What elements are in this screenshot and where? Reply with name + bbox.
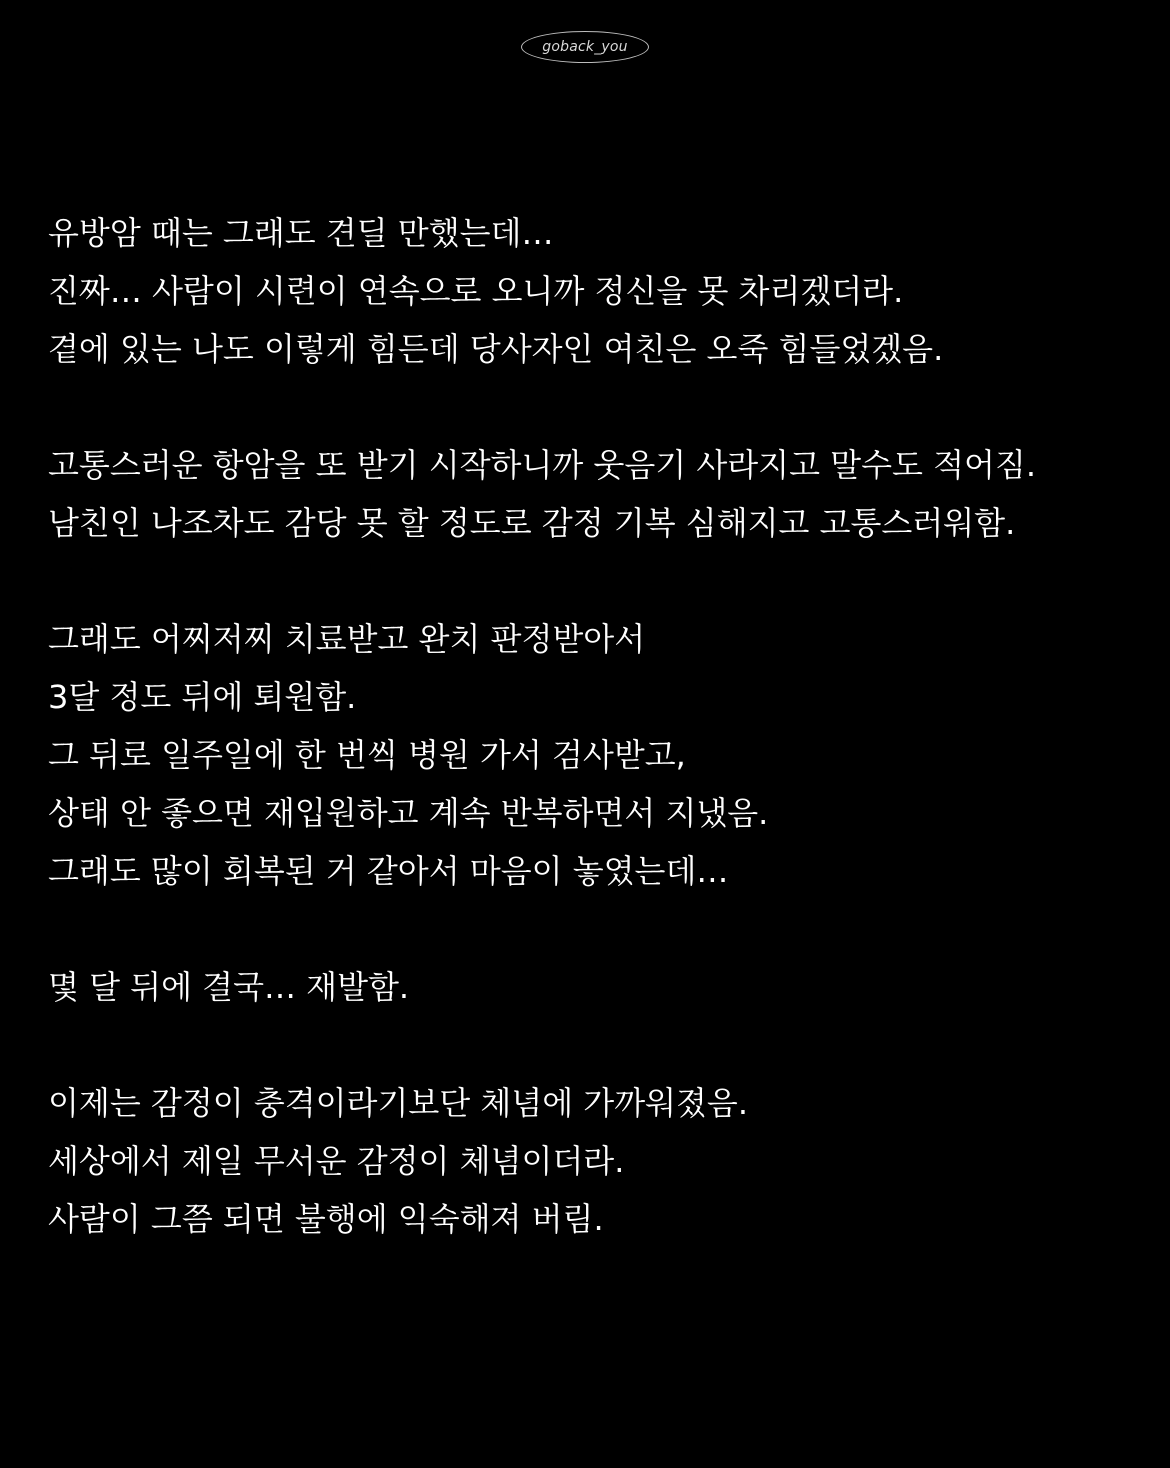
text-line: 세상에서 제일 무서운 감정이 체념이더라. — [48, 1142, 625, 1180]
text-line: 남친인 나조차도 감당 못 할 정도로 감정 기복 심해지고 고통스러워함. — [48, 504, 1016, 542]
text-line: 그래도 어찌저찌 치료받고 완치 판정받아서 — [48, 620, 646, 658]
paragraph-spacer — [48, 1016, 1158, 1074]
paragraph-spacer — [48, 378, 1158, 436]
text-line: 이제는 감정이 충격이라기보단 체념에 가까워졌음. — [48, 1084, 749, 1122]
text-line: 3달 정도 뒤에 퇴원함. — [48, 678, 357, 716]
story-text — [48, 204, 1158, 1248]
paragraph-spacer — [48, 552, 1158, 610]
text-line: 그 뒤로 일주일에 한 번씩 병원 가서 검사받고, — [48, 736, 686, 774]
text-line: 몇 달 뒤에 결국… 재발함. — [48, 968, 410, 1006]
paragraph-spacer — [48, 900, 1158, 958]
text-line: 곁에 있는 나도 이렇게 힘든데 당사자인 여친은 오죽 힘들었겠음. — [48, 330, 944, 368]
text-line: 상태 안 좋으면 재입원하고 계속 반복하면서 지냈음. — [48, 794, 769, 832]
text-line: 그래도 많이 회복된 거 같아서 마음이 놓였는데… — [48, 852, 729, 890]
text-line: 진짜… 사람이 시련이 연속으로 오니까 정신을 못 차리겠더라. — [48, 272, 904, 310]
watermark-badge: goback_you — [521, 31, 649, 63]
text-line: 유방암 때는 그래도 견딜 만했는데… — [48, 214, 554, 252]
text-line: 고통스러운 항암을 또 받기 시작하니까 웃음기 사라지고 말수도 적어짐. — [48, 446, 1036, 484]
text-line: 사람이 그쯤 되면 불행에 익숙해져 버림. — [48, 1200, 604, 1238]
